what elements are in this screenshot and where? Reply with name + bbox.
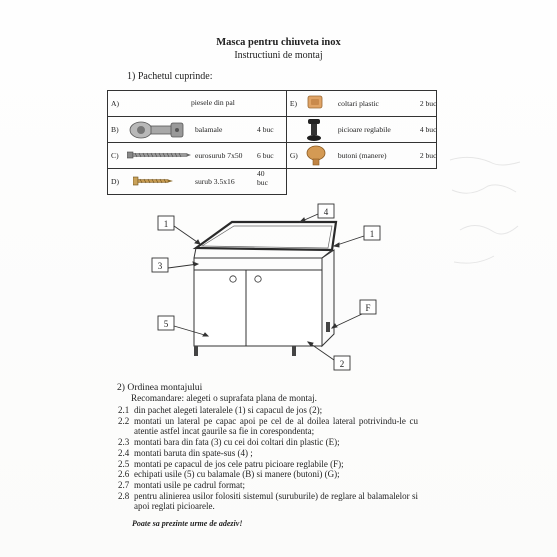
table-row — [108, 117, 437, 143]
item-qty: 2 buc — [419, 99, 437, 108]
document-subtitle: Instructiuni de montaj — [234, 50, 323, 61]
small-screw-icon — [133, 176, 173, 188]
callout-label: 3 — [157, 261, 163, 271]
item-name: surub 3.5x16 — [195, 177, 235, 186]
item-name: coltari plastic — [337, 99, 379, 108]
item-letter: A) — [111, 99, 120, 108]
document-title: Masca pentru chiuveta inox — [216, 37, 341, 48]
callout-label: 5 — [163, 319, 169, 329]
item-qty: 2 buc — [419, 151, 437, 160]
item-qty: 6 buc — [257, 151, 274, 160]
item-letter: D) — [111, 177, 120, 186]
item-name: balamale — [195, 125, 223, 134]
list-item: 2.6 echipati usile (5) cu balamale (B) si manere (butoni) (G); — [118, 469, 340, 480]
list-item: 2.7 montati usile pe cadrul format; — [118, 479, 245, 490]
cabinet-diagram — [150, 198, 390, 376]
euro-screw-icon — [127, 150, 191, 162]
parts-table — [107, 90, 437, 195]
item-letter: G) — [289, 151, 298, 160]
list-item: 2.5 montati pe capacul de jos cele patru picioare reglabile (F); — [118, 458, 344, 469]
knob-icon — [306, 145, 326, 169]
item-qty: 4 buc — [419, 125, 437, 134]
assembly-heading: 2) Ordinea montajului — [117, 382, 203, 393]
table-row — [108, 91, 437, 117]
assembly-steps — [118, 405, 418, 512]
item-name: butoni (manere) — [337, 151, 387, 160]
item-name: eurosurub 7x50 — [195, 151, 243, 160]
item-letter: E) — [289, 99, 297, 108]
callout-label: F — [365, 303, 371, 313]
item-qty: 40 buc — [257, 169, 268, 187]
hinge-icon — [127, 118, 187, 144]
adhesive-note: Poate sa prezinte urme de adeziv! — [132, 519, 243, 528]
list-item: 2.3 montati bara din fata (3) cu cei doi coltari din plastic (E); — [118, 437, 340, 448]
list-item: 2.8 pentru alinierea usilor folositi sistemul (suruburile) de reglare al balamalelor si apoi reglati picioarele. — [118, 490, 418, 512]
corner-bracket-icon — [306, 94, 324, 112]
table-row — [108, 143, 437, 169]
table-row — [108, 169, 437, 195]
background-scribble — [440, 150, 550, 280]
recommendation-text: Recomandare: alegeti o suprafata plana de montaj. — [131, 393, 317, 403]
callout-label: 4 — [323, 207, 329, 217]
item-name: picioare reglabile — [337, 125, 391, 134]
callout-label: 1 — [163, 219, 169, 229]
list-item: 2.2 montati un lateral pe capac apoi pe cel de al doilea lateral potrivindu-le cu atentie astfel incat gaurile sa fie in corespondenta; — [118, 415, 418, 437]
item-letter: C) — [111, 151, 119, 160]
package-heading: 1) Pachetul cuprinde: — [127, 71, 213, 82]
item-letter: B) — [111, 125, 119, 134]
item-name: piesele din pal — [191, 98, 235, 107]
adjustable-leg-icon — [306, 118, 322, 144]
callout-label: 2 — [339, 359, 345, 369]
callout-label: 1 — [369, 229, 375, 239]
list-item: 2.1 din pachet alegeti lateralele (1) si capacul de jos (2); — [118, 405, 323, 415]
item-qty: 4 buc — [257, 125, 274, 134]
list-item: 2.4 montati baruta din spate-sus (4) ; — [118, 447, 253, 458]
